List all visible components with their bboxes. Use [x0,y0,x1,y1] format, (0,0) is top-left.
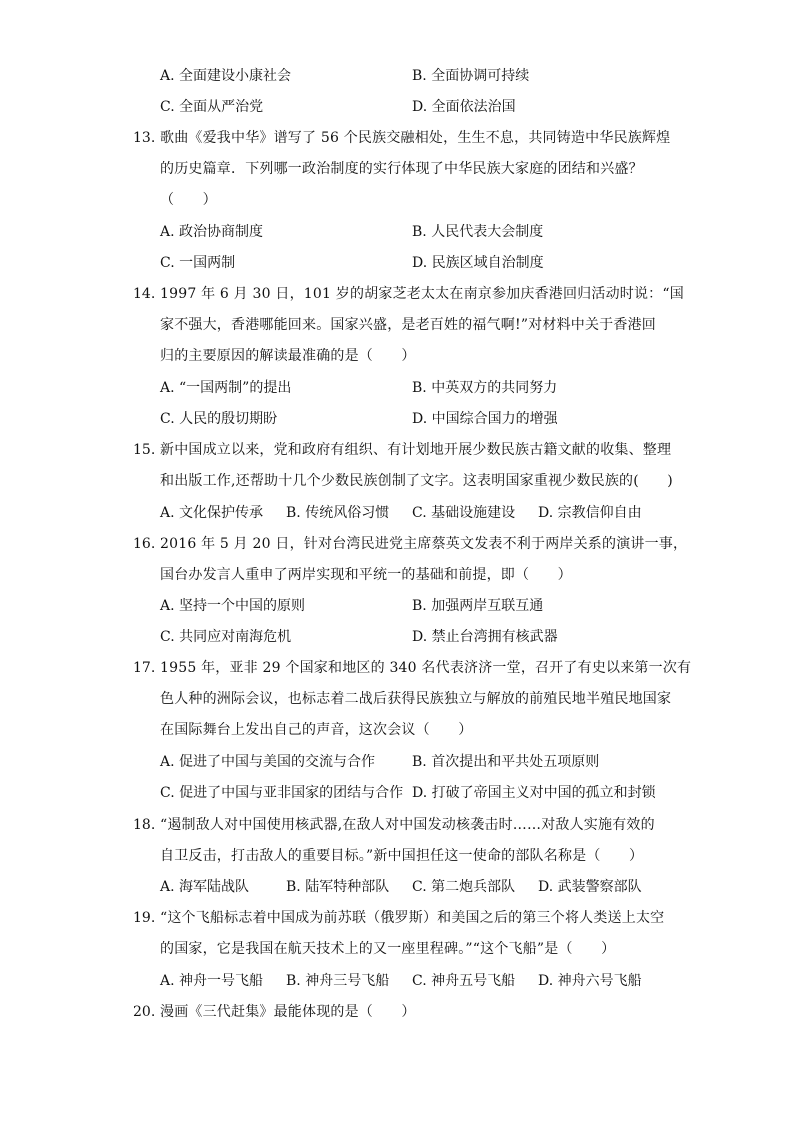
q12-option-d: D. 全面依法治国 [412,99,516,115]
q19-option-a: A. 神舟一号飞船 [160,973,264,989]
q16-option-d: D. 禁止台湾拥有核武器 [412,629,558,645]
q16-stem-line-2: 国台办发言人重申了两岸实现和平统一的基础和前提，即（ ） [160,567,572,583]
q18-stem-line-2: 自卫反击，打击敌人的重要目标。”新中国担任这一使命的部队名称是（ ） [160,848,644,864]
q17-stem-line-1: 1955 年，亚非 29 个国家和地区的 340 名代表济济一堂，召开了有史以来第一次有 [160,660,692,676]
q16-stem-line-1: 2016 年 5 月 20 日，针对台湾民进党主席蔡英文发表不利于两岸关系的演讲一事， [160,536,688,552]
q14-stem-line-2: 家不强大，香港哪能回来。国家兴盛，是老百姓的福气啊!”对材料中关于香港回 [160,317,656,333]
q15-option-a: A. 文化保护传承 [160,505,264,521]
q15-stem-line-1: 新中国成立以来，党和政府有组织、有计划地开展少数民族古籍文献的收集、整理 [160,442,672,458]
q15-stem-line-2: 和出版工作,还帮助十几个少数民族创制了文字。这表明国家重视少数民族的( ) [160,473,673,489]
q13-number: 13. [133,130,156,146]
q12-option-b: B. 全面协调可持续 [412,68,530,84]
q17-option-a: A. 促进了中国与美国的交流与合作 [160,754,376,770]
q18-option-b: B. 陆军特种部队 [286,879,390,895]
q13-option-b: B. 人民代表大会制度 [412,224,544,240]
q17-option-c: C. 促进了中国与亚非国家的团结与合作 [160,785,404,801]
q14-stem-line-3: 归的主要原因的解读最准确的是（ ） [160,348,416,364]
q13-stem-line-1: 歌曲《爱我中华》谱写了 56 个民族交融相处，生生不息，共同铸造中华民族辉煌 [160,130,671,146]
q14-stem-line-1: 1997 年 6 月 30 日，101 岁的胡家芝老太太在南京参加庆香港回归活动时说：“国 [160,286,684,302]
q19-option-d: D. 神舟六号飞船 [538,973,642,989]
q13-stem-line-2: 的历史篇章．下列哪一政治制度的实行体现了中华民族大家庭的团结和兴盛？ [160,161,643,177]
q14-option-b: B. 中英双方的共同努力 [412,380,558,396]
q14-option-d: D. 中国综合国力的增强 [412,411,558,427]
q12-option-a: A. 全面建设小康社会 [160,68,292,84]
q20-number: 20. [133,1004,156,1020]
q18-option-d: D. 武装警察部队 [538,879,642,895]
q16-option-c: C. 共同应对南海危机 [160,629,292,645]
q15-option-b: B. 传统风俗习惯 [286,505,390,521]
q13-option-c: C. 一国两制 [160,255,236,271]
q16-option-b: B. 加强两岸互联互通 [412,598,544,614]
q17-stem-line-3: 在国际舞台上发出自己的声音，这次会议（ ） [160,722,473,738]
q15-option-c: C. 基础设施建设 [412,505,516,521]
q12-option-c: C. 全面从严治党 [160,99,264,115]
q19-stem-line-2: 的国家，它是我国在航天技术上的又一座里程碑。”“这个飞船”是（ ） [160,941,616,957]
q13-option-d: D. 民族区域自治制度 [412,255,544,271]
q18-stem-line-1: “遏制敌人对中国使用核武器,在敌人对中国发动核袭击时……对敌人实施有效的 [160,817,655,833]
q17-option-d: D. 打破了帝国主义对中国的孤立和封锁 [412,785,656,801]
q19-stem-line-1: “这个飞船标志着中国成为前苏联（俄罗斯）和美国之后的第三个将人类送上太空 [160,910,665,926]
q14-number: 14. [133,286,156,302]
q17-option-b: B. 首次提出和平共处五项原则 [412,754,600,770]
q19-number: 19. [133,910,156,926]
q13-option-a: A. 政治协商制度 [160,224,264,240]
q16-number: 16. [133,536,156,552]
q16-option-a: A. 坚持一个中国的原则 [160,598,306,614]
q18-number: 18. [133,817,156,833]
q14-option-c: C. 人民的殷切期盼 [160,411,278,427]
q15-option-d: D. 宗教信仰自由 [538,505,642,521]
q20-stem-line-1: 漫画《三代赶集》最能体现的是（ ） [160,1004,416,1020]
q19-option-b: B. 神舟三号飞船 [286,973,390,989]
q19-option-c: C. 神舟五号飞船 [412,973,516,989]
q13-answer-blank: （ ） [160,192,217,208]
q15-number: 15. [133,442,156,458]
q17-stem-line-2: 色人种的洲际会议，也标志着二战后获得民族独立与解放的前殖民地半殖民地国家 [160,691,672,707]
q18-option-a: A. 海军陆战队 [160,879,250,895]
q18-option-c: C. 第二炮兵部队 [412,879,516,895]
q14-option-a: A. “一国两制”的提出 [160,380,292,396]
q17-number: 17. [133,660,156,676]
